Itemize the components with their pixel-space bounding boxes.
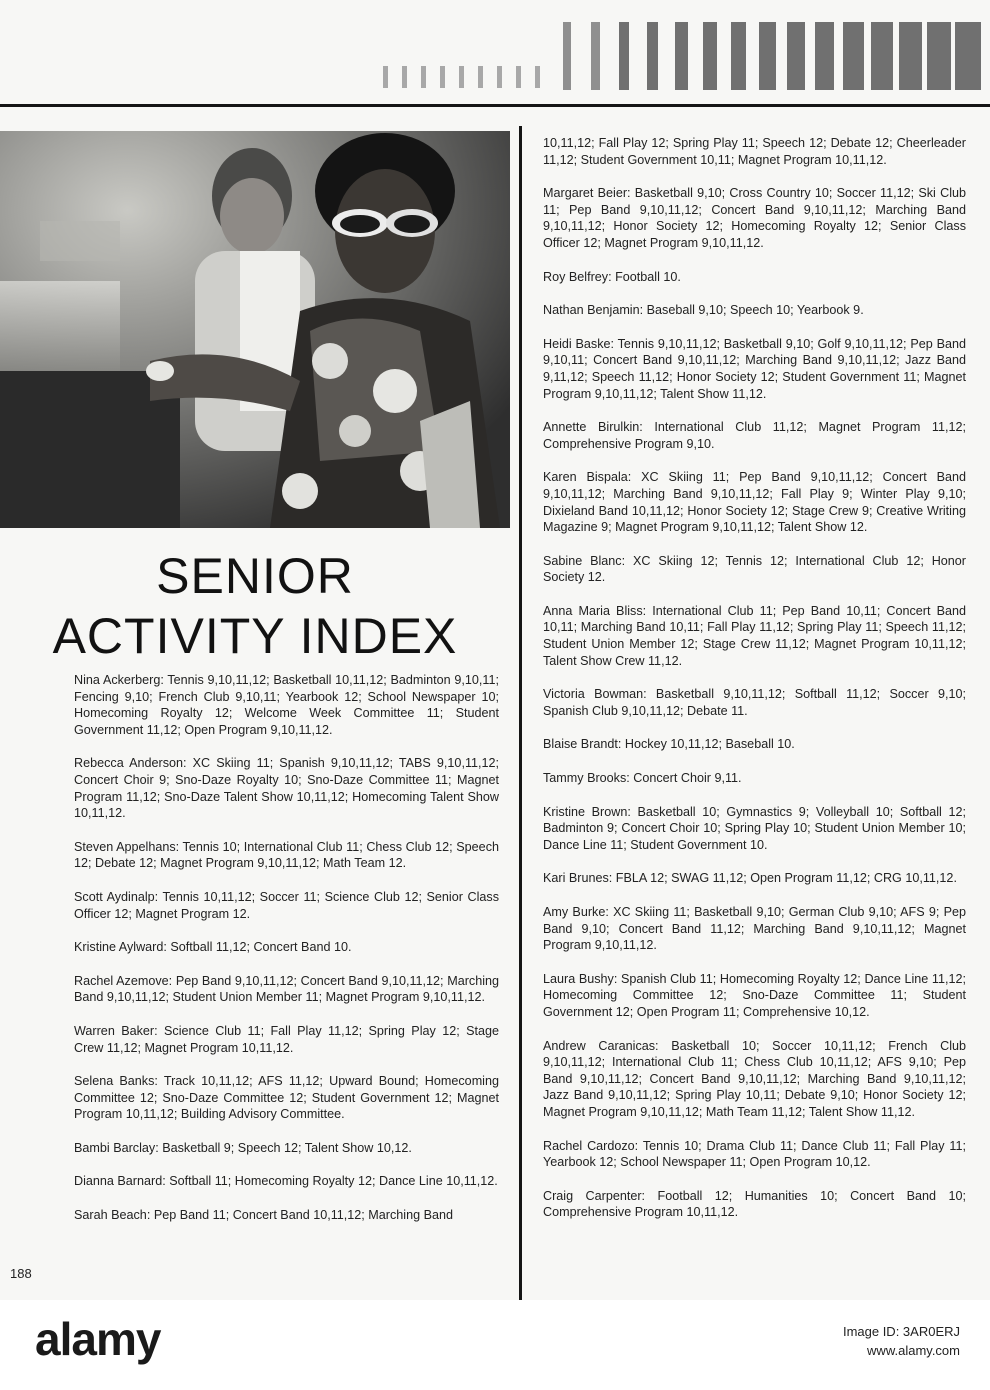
student-activities: Tennis 10; Drama Club 11; Dance Club 11; Fall Play 11; Yearbook 12; School Newspaper 11; Open Program 10,12. [543, 1138, 966, 1170]
student-activities: FBLA 12; SWAG 11,12; Open Program 11,12; CRG 10,11,12. [615, 871, 957, 886]
activity-entry [74, 1173, 499, 1190]
activity-entry [543, 603, 966, 669]
decorative-bar [759, 22, 776, 90]
student-activities: Basketball 9; Speech 12; Talent Show 10,12. [162, 1140, 412, 1155]
student-name: Kristine Brown: [543, 804, 631, 819]
student-activities: Tennis 9,10,11,12; Basketball 10,11,12; Badminton 9,10,11; Fencing 9,10; French Club 9,10,11; Yearbook 12; School Newspaper 10; Homecoming Royalty 12; Welcome Week Committee 11; Student Government 11,12; Open Program 9,10,11,12. [74, 673, 499, 737]
student-activities: Track 10,11,12; AFS 11,12; Upward Bound; Homecoming Committee 12; Sno-Daze Committee 12; Student Government 12; Magnet Program 10,11,12; Building Advisory Committee. [74, 1074, 499, 1122]
student-name: Heidi Baske: [543, 336, 615, 351]
decorative-bar [516, 66, 521, 88]
activity-entry [543, 1038, 966, 1121]
student-activities: Tennis 10; International Club 11; Chess Club 12; Speech 12; Debate 12; Magnet Program 9,10,11,12; Math Team 12. [74, 839, 499, 871]
student-activities: International Club 11,12; Magnet Program 11,12; Comprehensive Program 9,10. [543, 420, 966, 451]
activity-entry [543, 804, 966, 854]
student-name: Kari Brunes: [543, 871, 613, 886]
student-name: Sarah Beach: [74, 1208, 151, 1223]
decorative-bar [478, 66, 483, 88]
activity-entry [74, 1023, 499, 1056]
student-name: Craig Carpenter: [543, 1188, 646, 1203]
page-title [0, 548, 510, 666]
senior-photo [0, 131, 510, 528]
activity-entry [543, 736, 966, 753]
student-name: Rachel Azemove: [74, 973, 173, 988]
student-activities: Baseball 9,10; Speech 10; Yearbook 9. [646, 303, 864, 318]
decorative-bar [459, 66, 464, 88]
student-activities: International Club 11; Pep Band 10,11; Concert Band 10,11; Marching Band 10,11; Fall Play 11,12; Spring Play 11; Speech 11,12; Student Union Member 12; Stage Crew 11,12; Magnet Program 10,11,12; Talent Show Crew 11,12. [543, 603, 966, 668]
student-name: Victoria Bowman: [543, 687, 647, 702]
activity-entry [543, 553, 966, 586]
activity-entry [74, 755, 499, 821]
student-activities: Basketball 9,10,11,12; Softball 11,12; Soccer 9,10; Spanish Club 9,10,11,12; Debate 11. [543, 687, 967, 718]
decorative-bar [815, 22, 834, 90]
student-name: Sabine Blanc: [543, 553, 626, 568]
student-name: Nathan Benjamin: [543, 303, 644, 318]
page-number: 188 [10, 1266, 32, 1281]
right-entries [543, 185, 966, 1221]
student-activities: Tennis 9,10,11,12; Basketball 9,10; Golf 9,10,11,12; Pep Band 9,10,11; Concert Band 9,10,11,12; Marching Band 9,10,11,12; Jazz Band 9,11,12; Speech 11,12; Honor Society 12; Student Government 11; Magnet Program 9,10,11,12; Talent Show 11,12. [543, 336, 967, 401]
student-name: Annette Birulkin: [543, 420, 643, 435]
decorative-bar [440, 66, 445, 88]
left-text-column [74, 672, 499, 1241]
decorative-bar [497, 66, 502, 88]
student-activities: XC Skiing 11; Spanish 9,10,11,12; TABS 9,10,11,12; Concert Choir 9; Sno-Daze Royalty 10; Sno-Daze Committee 11; Magnet Program 11,12; Sno-Daze Talent Show 10,11,12; Homecoming Talent Show 10,11,12. [74, 756, 500, 821]
student-name: Warren Baker: [74, 1023, 158, 1038]
continued-entry: 10,11,12; Fall Play 12; Spring Play 11; Speech 12; Debate 12; Cheerleader 11,12; Student Government 10,11; Magnet Program 10,11,12. [543, 136, 966, 167]
activity-entry [543, 302, 966, 319]
student-activities: XC Skiing 11; Basketball 9,10; German Club 9,10; AFS 9; Pep Band 9,10; Concert Band 11,12; Marching Band 9,10,11,12; Magnet Program 9,10,11,12. [543, 905, 966, 953]
student-activities: Spanish Club 11; Homecoming Royalty 12; Dance Line 11,12; Homecoming Committee 12; Sno-Daze Committee 11; Student Government 12; Open Program 11; Comprehensive 10,12. [543, 971, 966, 1019]
decorative-bar [535, 66, 540, 88]
decorative-bar [619, 22, 629, 90]
activity-entry [543, 971, 966, 1021]
decorative-bar [591, 22, 600, 90]
student-activities: Hockey 10,11,12; Baseball 10. [624, 737, 795, 752]
student-name: Tammy Brooks: [543, 771, 630, 786]
decorative-bar [647, 22, 658, 90]
activity-entry [74, 973, 499, 1006]
student-activities: Football 12; Humanities 10; Concert Band 10; Comprehensive Program 10,11,12. [543, 1188, 966, 1220]
student-name: Karen Bispala: [543, 470, 632, 485]
decorative-bar [675, 22, 688, 90]
decorative-bar [731, 22, 746, 90]
activity-entry [543, 336, 966, 402]
student-name: Rebecca Anderson: [74, 756, 187, 771]
student-name: Dianna Barnard: [74, 1174, 166, 1189]
student-activities: Basketball 10; Gymnastics 9; Volleyball 10; Softball 12; Badminton 9; Concert Choir 10; Spring Play 10; Student Union Member 10; Dance Line 11; Student Government 10. [543, 804, 966, 852]
activity-entry [74, 672, 499, 738]
student-activities: Basketball 9,10; Cross Country 10; Soccer 11,12; Ski Club 11; Pep Band 9,10,11,12; Concert Band 9,10,11,12; Marching Band 9,10,11,12; Honor Society 12; Homecoming Royalty 12; Senior Class Officer 12; Magnet Program 9,10,11,12. [543, 186, 967, 250]
student-activities: Science Club 11; Fall Play 11,12; Spring Play 12; Stage Crew 11,12; Magnet Program 10,11,12. [74, 1023, 500, 1055]
student-name: Laura Bushy: [543, 971, 618, 986]
decorative-bar [787, 22, 805, 90]
activity-entry [543, 269, 966, 286]
student-name: Amy Burke: [543, 905, 609, 919]
title-line-1: SENIOR [156, 548, 354, 604]
student-name: Nina Ackerberg: [74, 673, 164, 687]
student-name: Margaret Beier: [543, 186, 631, 201]
student-activities: Pep Band 9,10,11,12; Concert Band 9,10,11,12; Marching Band 9,10,11,12; Student Union Member 11; Magnet Program 9,10,11,12. [74, 973, 499, 1005]
decorative-bar [955, 22, 981, 90]
decorative-bar [927, 22, 951, 90]
top-rule [0, 104, 990, 107]
activity-entry [74, 839, 499, 872]
student-name: Roy Belfrey: [543, 269, 612, 284]
activity-entry [543, 904, 966, 954]
activity-entry [74, 939, 499, 956]
student-activities: Basketball 10; Soccer 10,11,12; French Club 9,10,11,12; International Club 11; Chess Club 10,11,12; AFS 9,10; Pep Band 9,10,11,12; Concert Band 9,10,11,12; Marching Band 9,10,11,12; Jazz Band 9,10,11,12; Spring Play 10,11; Debate 9,10; Honor Society 12; Magnet Program 9,10,11,12; Math Team 11,12; Talent Show 11,12. [543, 1038, 967, 1119]
student-name: Bambi Barclay: [74, 1140, 159, 1155]
activity-entry [543, 870, 966, 887]
image-id: Image ID: 3AR0ERJ [842, 1324, 960, 1339]
footer-image-info [700, 1322, 960, 1360]
activity-entry [543, 1138, 966, 1171]
activity-entry [74, 889, 499, 922]
student-name: Andrew Caranicas: [543, 1038, 659, 1053]
activity-entry [543, 686, 966, 719]
student-name: Selena Banks: [74, 1074, 158, 1089]
decorative-bar [421, 66, 426, 88]
watermark-logo: alamy [35, 1313, 161, 1365]
activity-entry [74, 1073, 499, 1123]
student-activities: Tennis 10,11,12; Soccer 11; Science Club 12; Senior Class Officer 12; Magnet Program 12. [74, 889, 499, 921]
student-activities: Softball 11; Homecoming Royalty 12; Dance Line 10,11,12. [169, 1174, 498, 1189]
activity-entry [543, 770, 966, 787]
student-activities: Football 10. [615, 269, 681, 284]
activity-entry [74, 1140, 499, 1157]
site-url: www.alamy.com [867, 1343, 960, 1358]
decorative-bars [0, 0, 990, 100]
activity-entry [543, 469, 966, 535]
right-text-column [543, 135, 966, 1238]
decorative-bar [843, 22, 864, 90]
decorative-bar [703, 22, 717, 90]
student-name: Blaise Brandt: [543, 737, 622, 752]
photo-illustration [0, 131, 510, 528]
student-activities: Pep Band 11; Concert Band 10,11,12; Marching Band [153, 1208, 454, 1223]
activity-entry [74, 1207, 499, 1224]
decorative-bar [871, 22, 893, 90]
column-divider [519, 126, 522, 1300]
student-name: Anna Maria Bliss: [543, 603, 647, 618]
activity-entry [543, 185, 966, 251]
student-activities: Softball 11,12; Concert Band 10. [170, 940, 352, 955]
student-name: Steven Appelhans: [74, 839, 180, 854]
student-name: Kristine Aylward: [74, 940, 167, 955]
title-line-2: ACTIVITY INDEX [52, 608, 458, 664]
decorative-bar [402, 66, 407, 88]
student-activities: XC Skiing 12; Tennis 12; International Club 12; Honor Society 12. [543, 553, 966, 585]
decorative-bar [563, 22, 571, 90]
decorative-bar [383, 66, 388, 88]
activity-entry [543, 1188, 966, 1221]
student-activities: XC Skiing 11; Pep Band 9,10,11,12; Concert Band 9,10,11,12; Marching Band 9,10,11,12; Fall Play 9; Winter Play 9,10; Dixieland Band 10,11,12; Honor Society 12; Stage Crew 9; Creative Writing Magazine 9; Magnet Program 9,10,11,12; Talent Show 12. [543, 470, 966, 535]
student-activities: Concert Choir 9,11. [633, 771, 742, 786]
student-name: Scott Aydinalp: [74, 889, 159, 904]
activity-entry [543, 419, 966, 452]
student-name: Rachel Cardozo: [543, 1138, 639, 1153]
decorative-bar [899, 22, 922, 90]
